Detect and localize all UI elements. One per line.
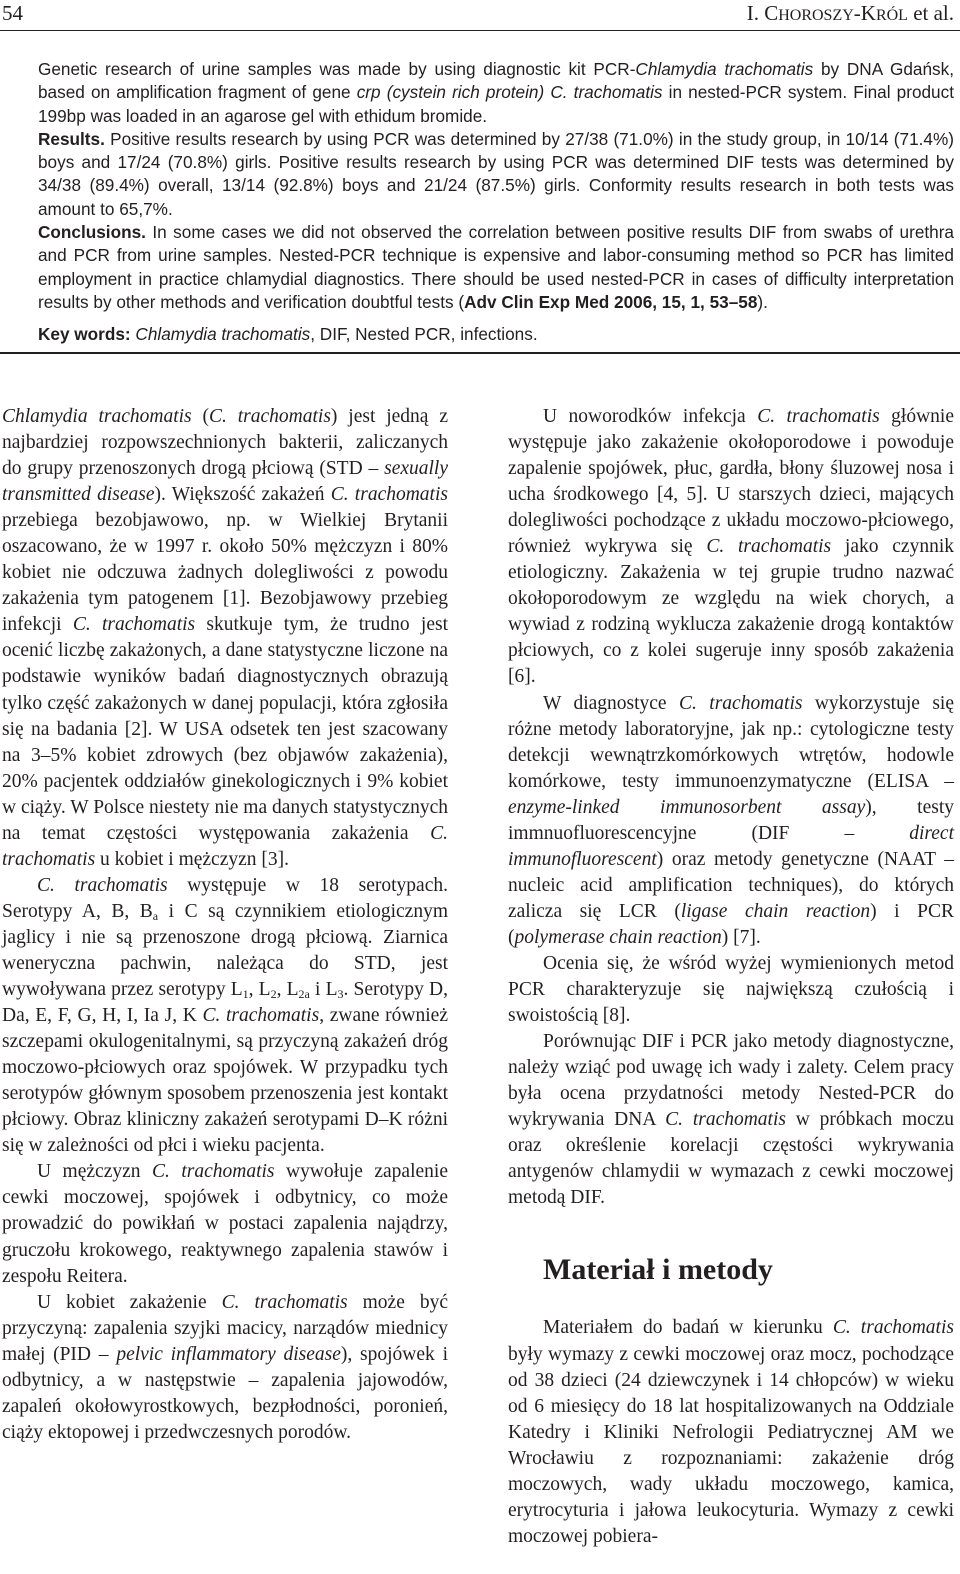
abstract-text: by DNA Gdańsk, based on amplification fragment of gene	[38, 59, 955, 103]
body-italic: polymerase chain reaction	[514, 926, 722, 948]
abstract-results-paragraph	[38, 128, 954, 221]
body-text: , zwane również szczepami okulogenitalnymi, są przyczyną zakażeń dróg moczowo-płciowych oraz spojówek. W przypadku tych serotypów głównym sposobem przenoszenia jest kontakt płciowy. Obraz kliniczny zakażeń serotypami D–K różni się w zależności od płci i wieku pacjenta.	[2, 1005, 448, 1157]
subscript: 2a	[298, 987, 310, 1002]
body-italic: pelvic inflammatory disease	[116, 1343, 341, 1365]
body-italic: C. trachomatis	[706, 536, 832, 558]
body-text: ) i PCR (	[508, 900, 954, 948]
abstract-bottom-rule	[0, 352, 960, 354]
body-text: i C są czynnikiem etiologicznym jaglicy i nie są przenoszone drogą płciową. Ziarnica weneryczna pachwin, należąca do STD, jest wywoływana przez serotypy L	[2, 900, 448, 1001]
abstract-methods-paragraph	[38, 58, 954, 128]
body-italic: C. trachomatis	[202, 1005, 320, 1027]
abstract-text: Genetic research of urine samples was made by using diagnostic kit PCR-	[38, 59, 636, 79]
body-italic: Chlamydia trachomatis	[2, 406, 192, 427]
intro-paragraph-1	[2, 404, 448, 873]
body-italic: direct immunofluorescent	[508, 822, 954, 870]
header-rule	[0, 30, 960, 31]
body-italic: C. trachomatis	[37, 874, 168, 896]
results-label: Results.	[38, 128, 105, 149]
body-text: wywołuje zapalenie cewki moczowej, spojówek i odbytnicy, co może prowadzić do powikłań w postaci zapalenia najądrzy, gruczołu krokowego, reaktywnego zapalenia stawów i zespołu Reitera.	[2, 1161, 448, 1287]
running-head-smallcaps-2: RÓL	[875, 7, 908, 24]
body-italic: C. trachomatis	[679, 692, 803, 714]
body-italic: C. trachomatis	[209, 406, 331, 427]
running-head-suffix: et al.	[907, 1, 954, 25]
body-text: w próbkach moczu oraz określenie korelacji częstości wykrywania antygenów chlamydii w wymazach z cewki moczowej metodą DIF.	[508, 1109, 954, 1209]
page-number: 54	[2, 1, 23, 25]
right-column	[508, 404, 954, 1550]
results-text: Positive results research by using PCR was determined by 27/38 (71.0%) in the study group, in 10/14 (71.4%) boys and 17/24 (70.8%) girls. Positive results research by using PCR was determined DIF tests was determined by 34/38 (89.4%) overall, 13/14 (92.8%) boys and 21/24 (87.5%) girls. Conformity results research in both tests was amount to 65,7%.	[38, 128, 954, 219]
body-text: może być przyczyną: zapalenia szyjki macicy, narządów miednicy małej (PID –	[2, 1291, 448, 1365]
body-text: , L	[248, 979, 271, 1001]
subscript: 3	[337, 987, 344, 1002]
body-text: U kobiet zakażenie	[37, 1291, 222, 1313]
body-text: ) jest jedną z najbardziej rozpowszechnionych bakterii, zaliczanych do grupy przenoszonych drogą płciową (STD –	[2, 406, 448, 480]
abstract-italic: (cystein rich protein)	[386, 82, 545, 103]
body-text: ), spojówek i odbytnicy, a w następstwie – zapalenia jajowodów, zapaleń okołowyrostkowych, bezpłodności, poronień, ciąży ektopowej i przedwczesnych porodów.	[2, 1343, 448, 1443]
abstract-text: in nested-PCR system. Final product 199bp was loaded in an agarose gel with ethidum bromide.	[38, 82, 954, 126]
body-italic: C. trachomatis	[2, 822, 448, 870]
body-italic: C. trachomatis	[665, 1109, 786, 1131]
body-text: ). Większość zakażeń	[154, 484, 331, 506]
body-text: ) oraz metody genetyczne (NAAT – nucleic acid amplification techniques), do których zalicza się LCR (	[508, 848, 954, 922]
body-text: skutkuje tym, że trudno jest ocenić liczbę zakażonych, a dane statystyczne liczone na podstawie wyników badań diagnostycznych obrazują tylko część zakażonych w danej populacji, która zgłosiła się na badania [2]. W USA odsetek ten jest szacowany na 3–5% kobiet zdrowych (bez objawów zakażenia), 20% pacjentek oddziałów ginekologicznych i 9% kobiet w ciąży. W Polsce niestety nie ma danych statystycznych na temat częstości występowania zakażenia	[2, 614, 448, 844]
body-text: wykorzystuje się różne metody laboratoryjne, jak np.: cytologiczne testy detekcji wewnątrzkomórkowych wtrętów, hodowle komórkowe, testy immunoenzymatyczne (ELISA –	[508, 692, 954, 792]
body-italic: sexually transmitted disease	[2, 458, 448, 506]
abstract-conclusions-paragraph	[38, 221, 954, 314]
body-text: występuje w 18 serotypach. Serotypy A, B, B	[2, 874, 448, 922]
keywords-line	[38, 323, 954, 346]
abstract-italic: crp	[356, 82, 381, 103]
body-italic: C. trachomatis	[221, 1291, 348, 1313]
body-text: głównie występuje jako zakażenie okołoporodowe i powoduje zapalenie spojówek, płuc, gardła, błony śluzowej nosa i ucha środkowego [4, 5]. U starszych dzieci, mających dolegliwości pochodzące z układu moczowo-płciowego, również wykrywa się	[508, 406, 954, 558]
body-text: ), testy immnuofluorescencyjne (DIF –	[508, 796, 954, 844]
running-head-dash: -K	[853, 1, 876, 25]
body-italic: C. trachomatis	[757, 406, 880, 427]
body-text: i L	[309, 979, 338, 1001]
subscript: 1	[242, 987, 249, 1002]
running-head-smallcaps-1: HOROSZY	[778, 7, 854, 24]
body-text: , L	[276, 979, 299, 1001]
body-text: U noworodków infekcja	[543, 406, 758, 427]
abstract	[38, 58, 954, 347]
running-head-authors	[747, 0, 954, 29]
journal-citation: Adv Clin Exp Med 2006, 15, 1, 53–58	[464, 291, 758, 312]
body-italic: C. trachomatis	[151, 1161, 275, 1183]
body-text: ) [7].	[721, 926, 761, 948]
body-text: były wymazy z cewki moczowej oraz mocz, pochodzące od 38 dzieci (24 dziewczynek i 14 chłopców) w wieku od 6 miesięcy do 18 lat hospitalizowanych na Oddziale Katedry i Kliniki Nefrologii Pediatrycznej AM we Wrocławiu z rozpoznaniami: zakażenie dróg moczowych, wady układu moczowego, kamica, erytrocyturia i jałowa leukocyturia. Wymazy z cewki moczowej pobiera-	[508, 1343, 954, 1547]
intro-paragraph-7	[508, 951, 954, 1029]
body-text: u kobiet i mężczyzn [3].	[95, 848, 290, 870]
body-text: . Serotypy D, Da, E, F, G, H, I, Ia J, K	[2, 979, 449, 1027]
intro-paragraph-6	[508, 691, 954, 951]
intro-paragraph-2	[2, 873, 448, 1160]
conclusions-label: Conclusions.	[38, 222, 146, 243]
body-italic: enzyme-linked immunosorbent assay	[508, 796, 866, 818]
body-text: U mężczyzn	[37, 1161, 152, 1183]
keywords-italic: Chlamydia trachomatis	[130, 324, 311, 345]
body-italic: C. trachomatis	[832, 1317, 954, 1339]
body-text: W diagnostyce	[543, 692, 679, 714]
body-text: Porównując DIF i PCR jako metody diagnostyczne, należy wziąć pod uwagę ich wady i zalety. Celem pracy była ocena przydatności metody Nested-PCR do wykrywania DNA	[508, 1031, 954, 1131]
keywords-rest: , DIF, Nested PCR, infections.	[310, 324, 538, 345]
subscript: 2	[270, 987, 277, 1002]
body-italic: ligase chain reaction	[680, 900, 871, 922]
body-text: przebiega bezobjawowo, np. w Wielkiej Brytanii oszacowano, że w 1997 r. około 50% mężczyzn i 80% kobiet nie odczuwa żadnych dolegliwości z powodu zakażenia tym patogenem [1]. Bezobjawowy przebieg infekcji	[2, 510, 448, 636]
body-text: Ocenia się, że wśród wyżej wymienionych metod PCR charakteryzuje się największą czułością i swoistością [8].	[508, 952, 954, 1027]
page-header	[0, 0, 960, 30]
body-text: jako czynnik etiologiczny. Zakażenia w tej grupie trudno nazwać okołoporodowym ze względu na wiek chorych, a wywiad z rodziną wyklucza zakażenie drogą kontaktów płciowych, co z kolei sugeruje inny sposób zakażenia [6].	[508, 536, 954, 688]
keywords-label: Key words:	[38, 324, 131, 345]
body-italic: C. trachomatis	[330, 484, 448, 506]
intro-paragraph-8	[508, 1029, 954, 1211]
intro-paragraph-3	[2, 1159, 448, 1289]
body-text: (	[191, 406, 209, 427]
running-head-initial: I. C	[746, 1, 779, 25]
methods-paragraph-1	[508, 1315, 954, 1549]
section-heading-materials: Materiał i metody	[543, 1253, 773, 1287]
intro-paragraph-4	[2, 1290, 448, 1446]
subscript: a	[152, 908, 159, 923]
left-column	[2, 404, 448, 1446]
intro-paragraph-5	[508, 404, 954, 691]
citation-end: ).	[757, 291, 768, 312]
body-italic: C. trachomatis	[72, 614, 196, 636]
body-text: Materiałem do badań w kierunku	[543, 1317, 833, 1339]
abstract-italic: C. trachomatis	[550, 82, 663, 103]
conclusions-text: In some cases we did not observed the correlation between positive results DIF from swabs of urethra and PCR from urine samples. Nested-PCR technique is expensive and labor-consuming method so PCR has limited employment in practice chlamydial diagnostics. There should be used nested-PCR in cases of difficulty interpretation results by other methods and verification doubtful tests (	[38, 222, 954, 312]
abstract-italic: Chlamydia trachomatis	[635, 59, 814, 79]
